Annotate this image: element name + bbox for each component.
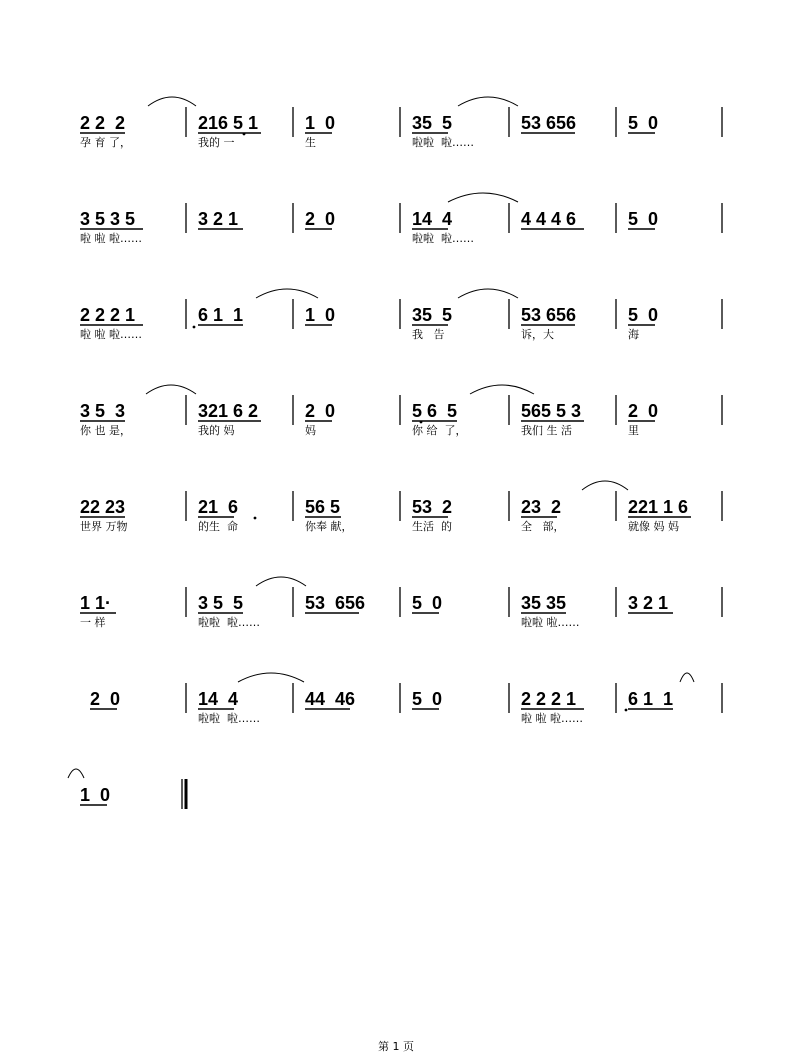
lyric-row5-m5: 全 部， bbox=[521, 520, 565, 533]
octave-dot bbox=[625, 709, 628, 712]
notes-row1-m3: 1 0 bbox=[305, 113, 336, 133]
lyric-row1-m2: 我的 一 bbox=[198, 136, 235, 149]
notes-row6-m4: 5 0 bbox=[412, 593, 443, 613]
notes-row3-m1: 2 2 2 1 bbox=[80, 305, 136, 325]
notes-row6-m3: 53 656 bbox=[305, 593, 366, 613]
notes-row4-m2: 321 6 2 bbox=[198, 401, 259, 421]
slur-arc bbox=[448, 193, 518, 202]
slur-arc bbox=[458, 97, 518, 106]
notes-row7-m6: 6 1 1 bbox=[628, 689, 674, 709]
notes-row2-m3: 2 0 bbox=[305, 209, 336, 229]
slur-arc bbox=[458, 289, 518, 298]
slur-arc bbox=[680, 673, 694, 682]
notes-row3-m4: 35 5 bbox=[412, 305, 453, 325]
lyric-row5-m3: 你奉 献， bbox=[305, 520, 353, 533]
lyric-row3-m4: 我 告 bbox=[412, 328, 445, 341]
lyric-row2-m4: 啦啦 啦…… bbox=[412, 232, 474, 245]
notes-row5-m4: 53 2 bbox=[412, 497, 453, 517]
lyric-row3-m6: 海 bbox=[628, 328, 639, 341]
notes-row4-m6: 2 0 bbox=[628, 401, 659, 421]
lyric-row4-m5: 我们 生 活 bbox=[521, 424, 572, 437]
lyric-row6-m2: 啦啦 啦…… bbox=[198, 616, 260, 629]
lyric-row3-m5: 诉，大 bbox=[521, 328, 554, 341]
lyric-row6-m1: 一 样 bbox=[80, 616, 106, 629]
slur-arc bbox=[470, 385, 534, 394]
notes-row7-m5: 2 2 2 1 bbox=[521, 689, 577, 709]
lyric-row5-m4: 生活 的 bbox=[412, 520, 452, 533]
octave-dot bbox=[254, 517, 257, 520]
lyric-row2-m1: 啦 啦 啦…… bbox=[80, 232, 142, 245]
slur-arc bbox=[582, 481, 628, 490]
notes-row1-m6: 5 0 bbox=[628, 113, 659, 133]
notes-row7-m2: 14 4 bbox=[198, 689, 239, 709]
slur-arc bbox=[148, 97, 196, 106]
notes-row2-m5: 4 4 4 6 bbox=[521, 209, 577, 229]
notes-row6-m5: 35 35 bbox=[521, 593, 567, 613]
notes-row8-m1: 1 0 bbox=[80, 785, 111, 805]
lyric-row4-m1: 你 也 是， bbox=[80, 424, 131, 437]
notes-row6-m1: 1 1· bbox=[80, 593, 112, 613]
notes-row3-m3: 1 0 bbox=[305, 305, 336, 325]
slur-arc bbox=[146, 385, 196, 394]
octave-dot bbox=[420, 421, 423, 424]
notes-row4-m3: 2 0 bbox=[305, 401, 336, 421]
slur-arc bbox=[256, 289, 318, 298]
lyric-row3-m1: 啦 啦 啦…… bbox=[80, 328, 142, 341]
notes-row3-m5: 53 656 bbox=[521, 305, 577, 325]
notes-row4-m4: 5 6 5 bbox=[412, 401, 458, 421]
lyric-row4-m4: 你 给 了， bbox=[412, 424, 467, 437]
notes-row1-m2: 216 5 1 bbox=[198, 113, 259, 133]
notes-row4-m1: 3 5 3 bbox=[80, 401, 126, 421]
notes-row5-m5: 23 2 bbox=[521, 497, 562, 517]
notes-row2-m6: 5 0 bbox=[628, 209, 659, 229]
notes-row2-m1: 3 5 3 5 bbox=[80, 209, 136, 229]
slur-arc bbox=[68, 769, 84, 778]
notes-row3-m6: 5 0 bbox=[628, 305, 659, 325]
notes-row7-m1: 2 0 bbox=[90, 689, 121, 709]
notes-row5-m1: 22 23 bbox=[80, 497, 126, 517]
notes-row3-m2: 6 1 1 bbox=[198, 305, 244, 325]
notes-row1-m4: 35 5 bbox=[412, 113, 453, 133]
lyric-row4-m6: 里 bbox=[628, 424, 639, 437]
octave-dot bbox=[193, 326, 196, 329]
lyric-row5-m1: 世界 万物 bbox=[80, 520, 128, 533]
notes-row6-m2: 3 5 5 bbox=[198, 593, 244, 613]
lyric-row7-m5: 啦 啦 啦…… bbox=[521, 712, 583, 725]
lyric-row4-m3: 妈 bbox=[305, 424, 316, 437]
notes-row2-m2: 3 2 1 bbox=[198, 209, 239, 229]
lyric-row1-m1: 孕 育 了， bbox=[80, 136, 131, 149]
notes-row7-m4: 5 0 bbox=[412, 689, 443, 709]
notes-row5-m3: 56 5 bbox=[305, 497, 341, 517]
notes-row2-m4: 14 4 bbox=[412, 209, 453, 229]
page-footer: 第 1 页 bbox=[378, 1040, 414, 1053]
notes-row5-m6: 221 1 6 bbox=[628, 497, 689, 517]
lyric-row1-m4: 啦啦 啦…… bbox=[412, 136, 474, 149]
notes-row7-m3: 44 46 bbox=[305, 689, 356, 709]
lyric-row6-m5: 啦啦 啦…… bbox=[521, 616, 580, 629]
notes-row5-m2: 21 6 bbox=[198, 497, 239, 517]
octave-dot bbox=[243, 133, 246, 136]
slur-arc bbox=[238, 673, 304, 682]
notes-row6-m6: 3 2 1 bbox=[628, 593, 669, 613]
notes-row1-m5: 53 656 bbox=[521, 113, 577, 133]
slur-arc bbox=[256, 577, 306, 586]
notes-row4-m5: 565 5 3 bbox=[521, 401, 582, 421]
lyric-row4-m2: 我的 妈 bbox=[198, 424, 235, 437]
lyric-row5-m6: 就像 妈 妈 bbox=[628, 520, 679, 533]
lyric-row1-m3: 生 bbox=[305, 136, 316, 149]
lyric-row5-m2: 的生 命 bbox=[198, 520, 238, 533]
lyric-row7-m2: 啦啦 啦…… bbox=[198, 712, 260, 725]
notes-row1-m1: 2 2 2 bbox=[80, 113, 126, 133]
